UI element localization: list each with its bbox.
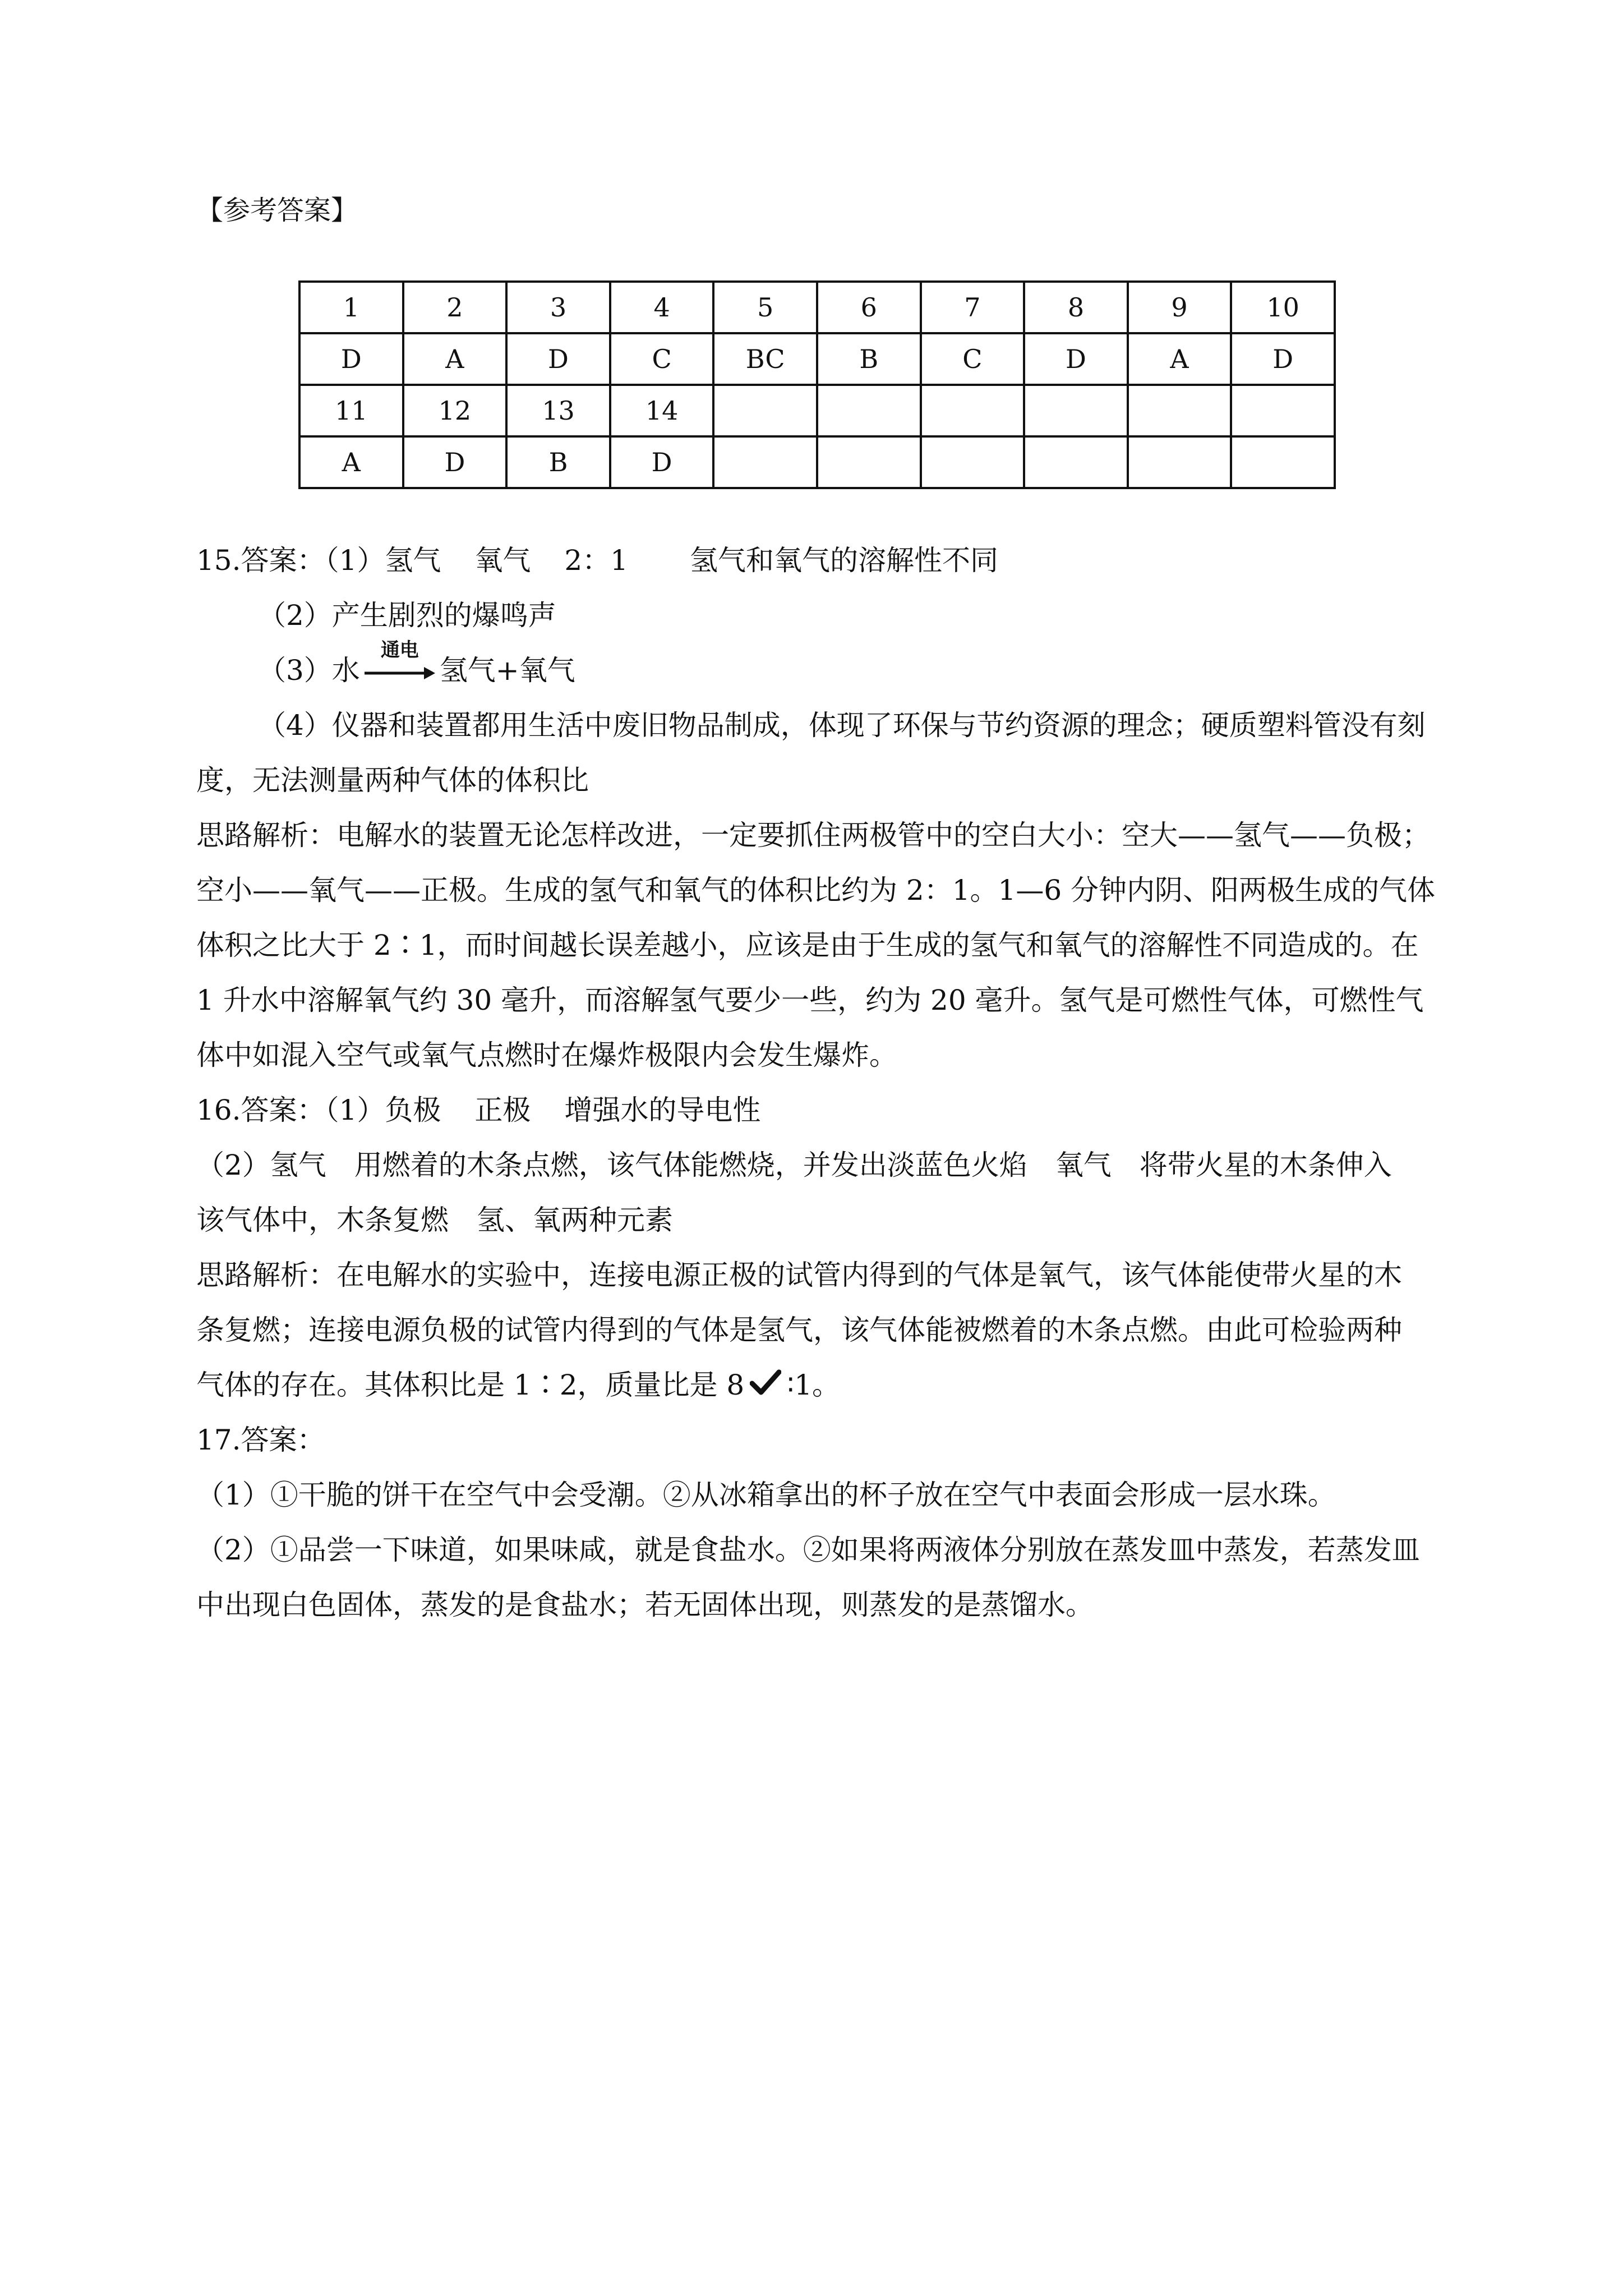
table-cell [1128,385,1232,436]
table-cell: D [610,436,714,488]
q17-line-2: （1）①干脆的饼干在空气中会受潮。②从冰箱拿出的杯子放在空气中表面会形成一层水珠。 [196,1479,1336,1511]
q15-equation-reactant: （3）水 [258,654,360,687]
table-cell: 4 [610,282,714,333]
table-row [299,282,1335,333]
table-cell [921,436,1025,488]
q15-label: 15.答案： [196,544,325,577]
q16-line-1 [196,1083,1430,1138]
q15-analysis-1: 思路解析：电解水的装置无论怎样改进，一定要抓住两极管中的空白大小：空大——氢气——负极； [196,819,1430,852]
q15-analysis-3: 体积之比大于 2∶1，而时间越长误差越小，应该是由于生成的氢气和氧气的溶解性不同造成的。在 [196,929,1419,961]
table-cell: C [610,333,714,385]
q16-analysis-3 [196,1358,1430,1412]
q15-part1-hydrogen: （1）氢气 [325,544,441,577]
table-cell [1024,436,1128,488]
table-cell: 13 [506,385,610,436]
table-cell: 2 [403,282,507,333]
table-row [299,385,1335,436]
table-cell: 14 [610,385,714,436]
answer-table-body [299,282,1335,488]
table-cell: 6 [817,282,921,333]
table-cell: A [403,333,507,385]
table-cell: 11 [299,385,403,436]
q15-analysis-2: 空小——氧气——正极。生成的氢气和氧气的体积比约为 2：1。1—6 分钟内阴、阳两极生成的气体 [196,874,1436,907]
q16-analysis-3-text: 气体的存在。其体积比是 1∶2，质量比是 8 [196,1369,745,1401]
table-cell: C [921,333,1025,385]
table-cell: D [299,333,403,385]
table-cell [817,436,921,488]
q16-analysis-1: 思路解析：在电解水的实验中，连接电源正极的试管内得到的气体是氧气，该气体能使带火星的木 [196,1259,1402,1291]
table-cell: D [403,436,507,488]
table-row [299,436,1335,488]
q17-line-4: 中出现白色固体，蒸发的是食盐水；若无固体出现，则蒸发的是蒸馏水。 [196,1589,1094,1621]
q15-part1-ratio: 2：1 [564,544,628,577]
table-cell: BC [713,333,817,385]
table-cell [713,385,817,436]
table-cell: D [1231,333,1335,385]
q15-equation-products: 氢气+氧气 [439,654,575,687]
table-cell [1024,385,1128,436]
q16-analysis-3-end: ∶1。 [787,1369,841,1401]
table-cell: 3 [506,282,610,333]
table-cell: 10 [1231,282,1335,333]
q16-line-3: 该气体中，木条复燃 氢、氧两种元素 [196,1204,673,1236]
q16-part1-purpose: 增强水的导电性 [564,1094,761,1126]
table-cell: A [1128,333,1232,385]
table-cell: 1 [299,282,403,333]
table-cell [921,385,1025,436]
table-cell: 7 [921,282,1025,333]
table-cell [713,436,817,488]
q15-analysis-5: 体中如混入空气或氧气点燃时在爆炸极限内会发生爆炸。 [196,1039,897,1071]
q15-analysis-4: 1 升水中溶解氧气约 30 毫升，而溶解氢气要少一些，约为 20 毫升。氢气是可燃性气体，可燃性气 [196,984,1424,1016]
q17-line-3: （2）①品尝一下味道，如果味咸，就是食盐水。②如果将两液体分别放在蒸发皿中蒸发，若蒸发皿 [196,1534,1420,1566]
table-cell: B [817,333,921,385]
table-cell [1128,436,1232,488]
q15-line-2: （2）产生剧烈的爆鸣声 [258,599,556,632]
q15-line-1 [196,533,1430,588]
table-cell: 9 [1128,282,1232,333]
q15-line-5: 度，无法测量两种气体的体积比 [196,764,589,797]
q16-part1-positive: 正极 [474,1094,531,1126]
table-cell: A [299,436,403,488]
table-row [299,333,1335,385]
table-cell: D [1024,333,1128,385]
table-cell: 8 [1024,282,1128,333]
q15-part1-reason: 氢气和氧气的溶解性不同 [689,544,998,577]
q16-label: 16.答案： [196,1094,325,1126]
table-cell: 5 [713,282,817,333]
table-cell [1231,436,1335,488]
table-cell: 12 [403,385,507,436]
answer-table [298,280,1336,489]
checkmark-icon [750,1360,781,1415]
reaction-condition: 通电 [380,639,419,661]
q16-line-2: （2）氢气 用燃着的木条点燃，该气体能燃烧，并发出淡蓝色火焰 氧气 将带火星的木条伸入 [196,1149,1392,1181]
table-cell: B [506,436,610,488]
q16-analysis-2: 条复燃；连接电源负极的试管内得到的气体是氢气，该气体能被燃着的木条点燃。由此可检验两种 [196,1314,1402,1346]
answer-content [196,533,1436,1632]
q15-part1-oxygen: 氧气 [474,544,531,577]
q16-part1-negative: （1）负极 [325,1094,441,1126]
table-cell [1231,385,1335,436]
answer-heading: 【参考答案】 [196,195,358,226]
q17-line-1: 17.答案： [196,1424,325,1456]
table-cell: D [506,333,610,385]
q15-line-4: （4）仪器和装置都用生活中废旧物品制成，体现了环保与节约资源的理念；硬质塑料管没有刻 [258,709,1426,742]
table-cell [817,385,921,436]
q15-line-3 [196,639,1430,698]
reaction-arrow-icon [363,639,436,684]
